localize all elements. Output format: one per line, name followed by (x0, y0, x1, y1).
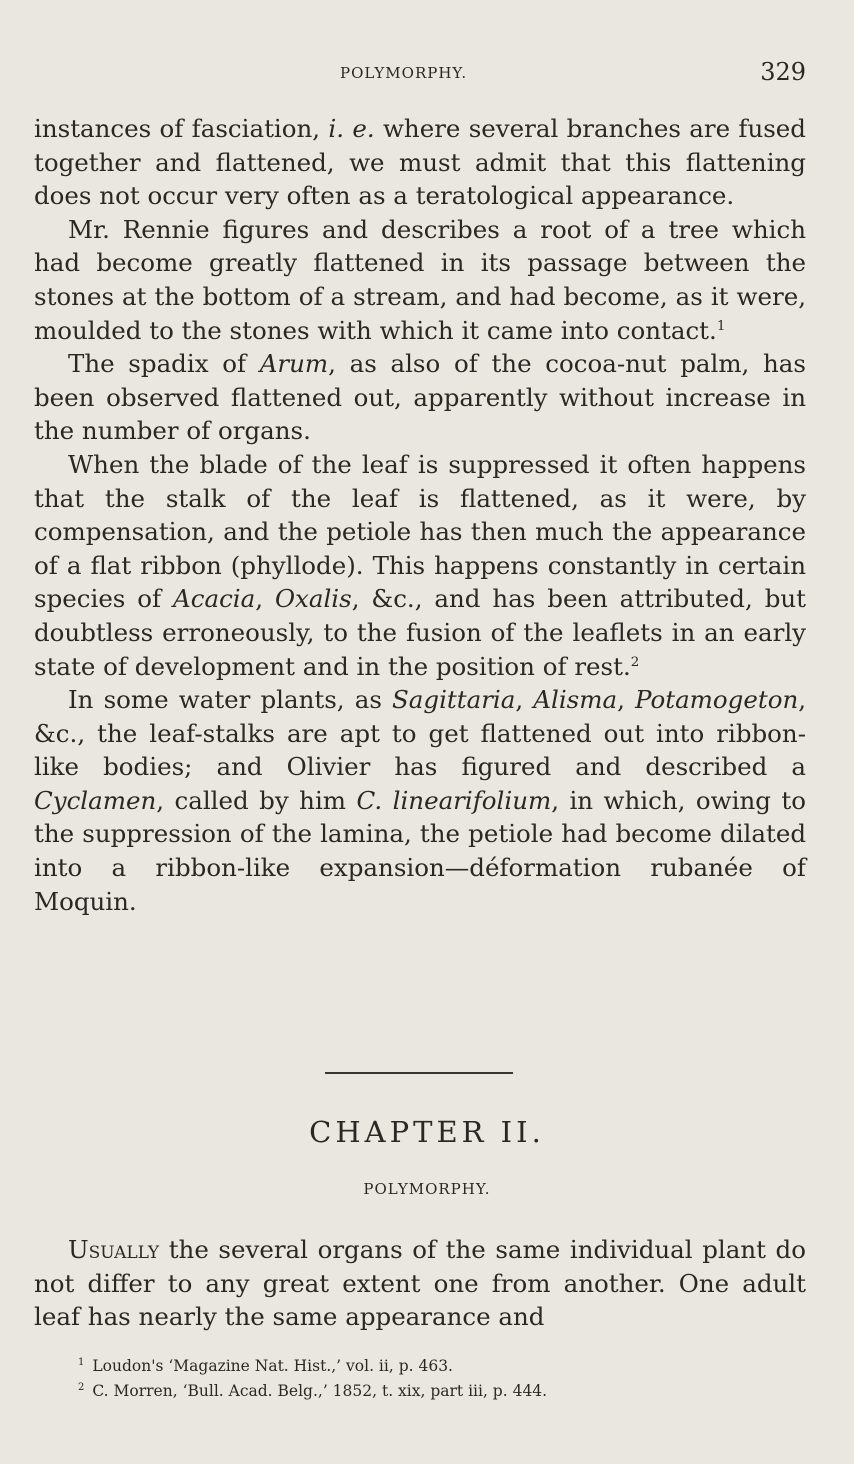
footnote-ref-2: 2 (630, 653, 640, 670)
paragraph-usually: Usually the several organs of the same individual plant do not differ to any great extent one from another. One adult leaf has nearly the same appearance and (34, 1235, 806, 1332)
chapter-subtitle: POLYMORPHY. (363, 1180, 491, 1198)
running-head (0, 58, 854, 88)
footnote-1: $^1$ Loudon's ‘Magazine Nat. Hist.,’ vol. ii, p. 463. (78, 1357, 453, 1376)
footnote-ref-1: 1 (716, 317, 726, 334)
paragraph-water-plants: In some water plants, as Sagittaria, Alisma, Potamogeton, &c., the leaf-stalks are apt to get flattened out into ribbon-like bodies; and Olivier has figured and described a Cyclamen, called by him C. linearifolium, in which, owing to the suppression of the lamina, the petiole had become dilated into a ribbon-like expansion—déformation rubanée of Moquin. (34, 685, 807, 916)
page-number: 329 (760, 58, 806, 86)
body-text (34, 112, 806, 918)
paragraph-rennie: Mr. Rennie figures and describes a root of a tree which had become greatly flattened in its passage between the stones at the bottom of a stream, and had become, as it were, moulded to the stones with which it came into contact.$^1$ (34, 214, 806, 345)
chapter-body (34, 1233, 806, 1334)
footnote-2: $^2$ C. Morren, ‘Bull. Acad. Belg.,’ 1852, t. xix, part iii, p. 444. (78, 1382, 548, 1401)
paragraph-spadix: The spadix of Arum, as also of the cocoa-nut palm, has been observed flattened out, apparently without increase in the number of organs. (34, 349, 806, 446)
paragraph-fasciation: instances of fasciation, i. e. where several branches are fused together and flattened, we must admit that this flattening does not occur very often as a teratological appearance. (34, 114, 806, 211)
section-divider (325, 1072, 513, 1074)
chapter-title: CHAPTER II. (309, 1115, 545, 1149)
paragraph-phyllode: When the blade of the leaf is suppressed it often happens that the stalk of the leaf is flattened, as it were, by compensation, and the petiole has then much the appearance of a flat ribbon (phyllode). This happens constantly in certain species of Acacia, Oxalis, &c., and has been attributed, but doubtless erroneously, to the fusion of the leaflets in an early state of development and in the position of rest.$^2$ (34, 449, 807, 681)
footnotes (78, 1352, 778, 1402)
running-title: POLYMORPHY. (340, 64, 468, 82)
